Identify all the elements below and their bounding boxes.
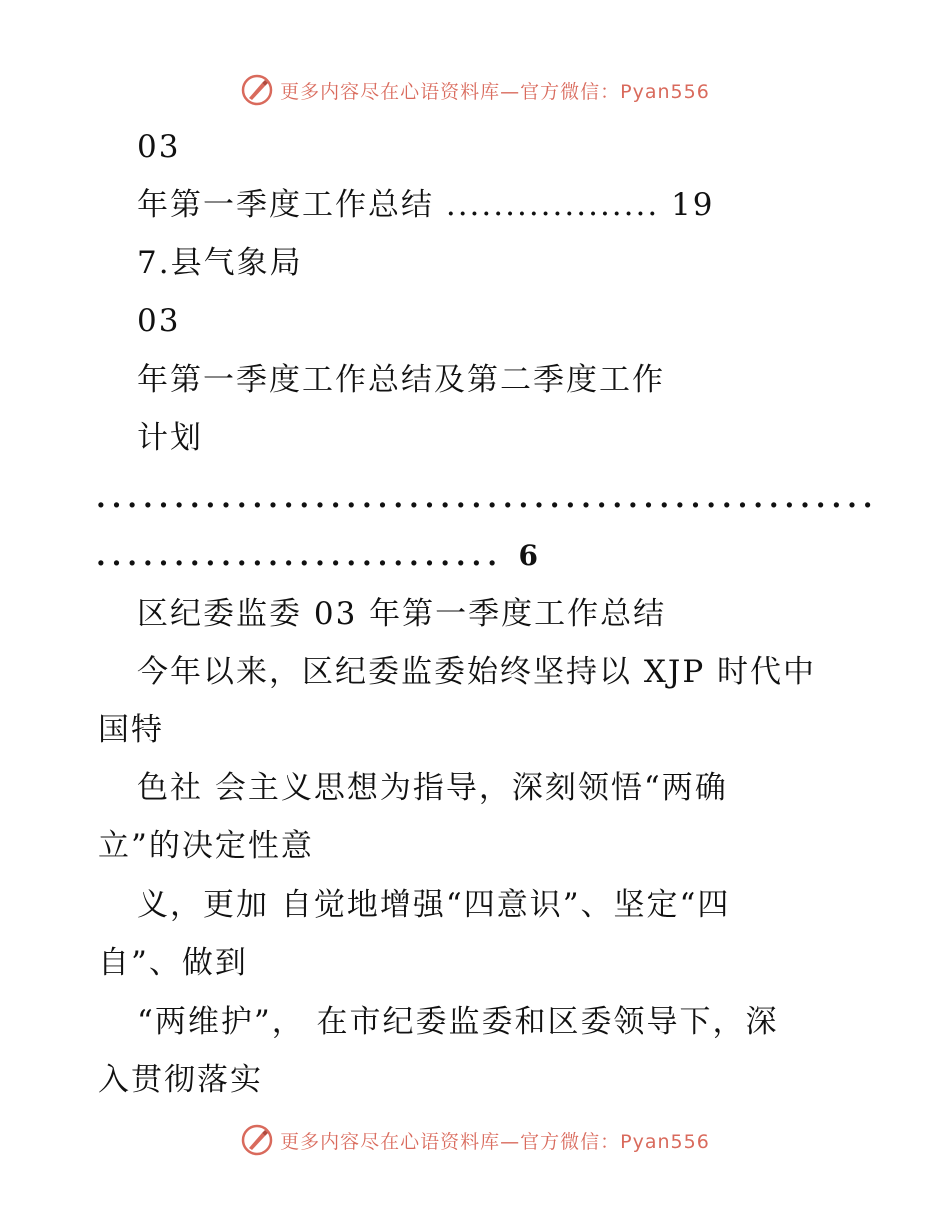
toc-leader-dots: .................................................. xyxy=(96,481,879,514)
paragraph-line: 义，更加 自觉地增强“四意识”、坚定“四 xyxy=(137,887,731,923)
paragraph-line: 国特 xyxy=(98,712,164,748)
text-line: 7.县气象局 xyxy=(137,245,303,281)
watermark-footer xyxy=(0,1120,950,1160)
toc-entry: 年第一季度工作总结 .................. 19 xyxy=(137,187,715,223)
pen-logo-icon xyxy=(240,73,274,107)
text-line: 年第一季度工作总结及第二季度工作 xyxy=(137,362,665,398)
text-line: 03 xyxy=(137,303,181,339)
paragraph-line: 今年以来，区纪委监委始终坚持以 XJP 时代中 xyxy=(137,654,817,690)
paragraph-line: 自”、做到 xyxy=(98,945,248,981)
text-line: 03 xyxy=(137,129,181,165)
section-title: 区纪委监委 03 年第一季度工作总结 xyxy=(137,596,667,632)
toc-entry: .......................... 6 xyxy=(96,539,544,572)
watermark-header xyxy=(0,70,950,110)
paragraph-line: 入贯彻落实 xyxy=(98,1062,263,1098)
pen-logo-icon xyxy=(240,1123,274,1157)
paragraph-line: 色社 会主义思想为指导，深刻领悟“两确 xyxy=(137,770,728,806)
paragraph-line: 立”的决定性意 xyxy=(98,828,314,864)
watermark-text: 更多内容尽在心语资料库—官方微信：Pyan556 xyxy=(280,80,710,103)
paragraph-line: “两维护”， 在市纪委监委和区委领导下，深 xyxy=(137,1004,779,1040)
text-line: 计划 xyxy=(137,420,203,456)
watermark-text: 更多内容尽在心语资料库—官方微信：Pyan556 xyxy=(280,1130,710,1153)
